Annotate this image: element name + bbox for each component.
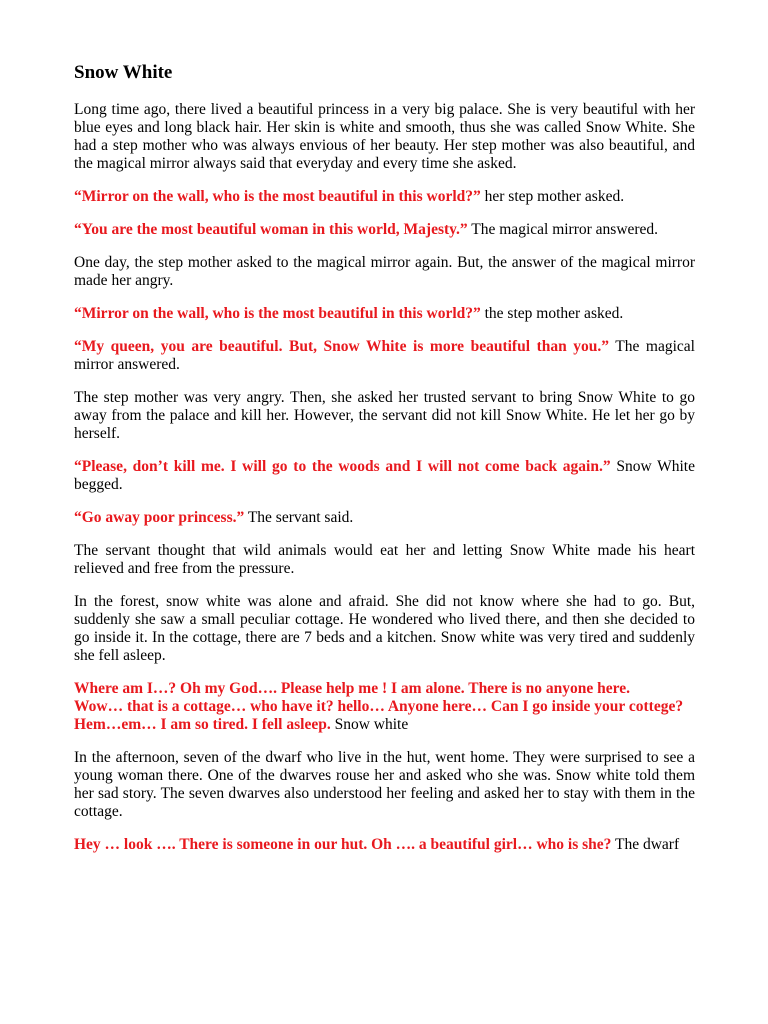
document-title: Snow White bbox=[74, 62, 173, 83]
dialogue-mirror-answer-1 bbox=[74, 221, 695, 239]
dialogue-servant bbox=[74, 509, 695, 527]
dialogue-quote: “Please, don’t kill me. I will go to the woods and I will not come back again.” bbox=[74, 458, 611, 475]
dialogue-line-3: Hem…em… I am so tired. I fell asleep. bbox=[74, 716, 331, 733]
dialogue-quote: “Mirror on the wall, who is the most beautiful in this world?” bbox=[74, 305, 481, 322]
dialogue-attribution: The servant said. bbox=[244, 509, 354, 526]
dialogue-attribution: her step mother asked. bbox=[480, 188, 625, 205]
dialogue-attribution: Snow White begged. bbox=[74, 458, 695, 493]
dialogue-line-2: Wow… that is a cottage… who have it? hello… Anyone here… Can I go inside your cottege? bbox=[74, 698, 684, 715]
dialogue-quote: Hey … look …. There is someone in our hut. Oh …. a beautiful girl… who is she? bbox=[74, 836, 612, 853]
paragraph-intro: Long time ago, there lived a beautiful princess in a very big palace. She is very beautiful with her blue eyes and long black hair. Her skin is white and smooth, thus she was called Snow White. She had a step mother who was always envious of her beauty. Her step mother was also beautiful, and the magical mirror always said that everyday and every time she asked. bbox=[74, 101, 695, 172]
paragraph-forest: In the forest, snow white was alone and afraid. She did not know where she had to go. But, suddenly she saw a small peculiar cottage. He wondered who lived there, and then she decided to go inside it. In the cottage, there are 7 beds and a kitchen. Snow white was very tired and suddenly she fell asleep. bbox=[74, 593, 695, 664]
dialogue-attribution: The dwarf bbox=[615, 836, 680, 853]
dialogue-line-1: Where am I…? Oh my God…. Please help me ! I am alone. There is no anyone here. bbox=[74, 680, 630, 697]
dialogue-quote: “Go away poor princess.” bbox=[74, 509, 245, 526]
dialogue-attribution: the step mother asked. bbox=[480, 305, 624, 322]
dialogue-quote: “You are the most beautiful woman in this world, Majesty.” bbox=[74, 221, 468, 238]
dialogue-quote: “Mirror on the wall, who is the most beautiful in this world?” bbox=[74, 188, 481, 205]
paragraph-angry: One day, the step mother asked to the magical mirror again. But, the answer of the magical mirror made her angry. bbox=[74, 254, 695, 289]
dialogue-attribution: Snow white bbox=[330, 716, 409, 733]
dialogue-snow-white-begs bbox=[74, 458, 695, 494]
dialogue-mirror-answer-2 bbox=[74, 338, 695, 374]
paragraph-servant: The step mother was very angry. Then, she asked her trusted servant to bring Snow White to go away from the palace and kill her. However, the servant did not kill Snow White. He let her go by herself. bbox=[74, 389, 695, 442]
dialogue-mirror-question-2 bbox=[74, 305, 695, 323]
dialogue-dwarf bbox=[74, 836, 695, 854]
paragraph-dwarves: In the afternoon, seven of the dwarf who live in the hut, went home. They were surprised to see a young woman there. One of the dwarves rouse her and asked who she was. Snow white told them her sad story. The seven dwarves also understood her feeling and asked her to stay with them in the cottage. bbox=[74, 749, 695, 820]
dialogue-cottage bbox=[74, 680, 695, 734]
dialogue-quote: “My queen, you are beautiful. But, Snow White is more beautiful than you.” bbox=[74, 338, 610, 355]
document-page bbox=[74, 60, 695, 869]
paragraph-servant-thought: The servant thought that wild animals would eat her and letting Snow White made his heart relieved and free from the pressure. bbox=[74, 542, 695, 577]
dialogue-attribution: The magical mirror answered. bbox=[74, 338, 695, 373]
dialogue-mirror-question-1 bbox=[74, 188, 695, 206]
dialogue-attribution: The magical mirror answered. bbox=[467, 221, 659, 238]
